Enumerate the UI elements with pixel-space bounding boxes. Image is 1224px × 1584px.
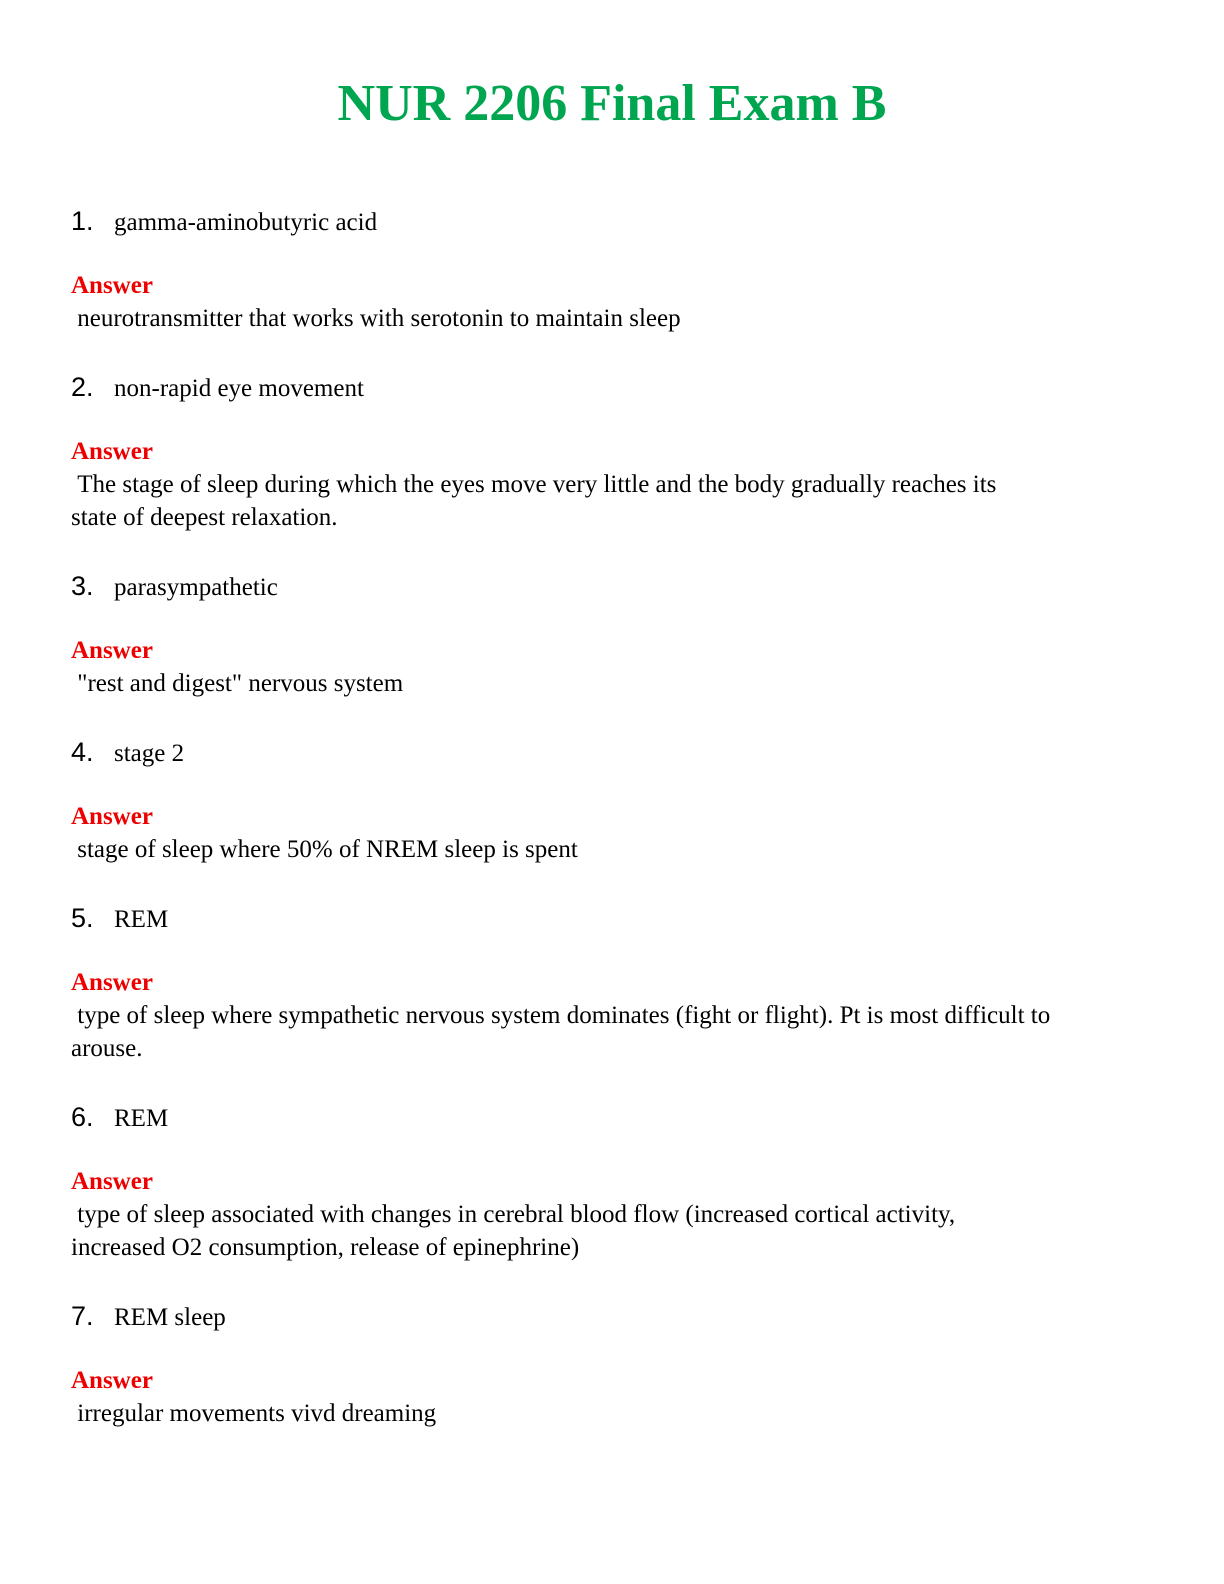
answer-label: Answer [71,969,153,996]
answer-text: type of sleep where sympathetic nervous system dominates (fight or flight). Pt is most difficult to arouse. [71,1002,1051,1062]
question-term: non-rapid eye movement [114,375,364,402]
answer-label: Answer [71,438,153,465]
answer-text: "rest and digest" nervous system [71,670,404,697]
question-term: REM [114,1105,169,1132]
question [71,1099,1151,1135]
question-term: parasympathetic [114,574,278,601]
qa-item [71,734,1151,866]
answer-label: Answer [71,803,153,830]
answer-label: Answer [71,272,153,299]
answer-label: Answer [71,1367,153,1394]
qa-item [71,1099,1151,1264]
qa-item [71,568,1151,700]
question-number: 3. [71,571,94,601]
page-title: NUR 2206 Final Exam B [337,75,887,132]
answer-text: irregular movements vivd dreaming [71,1400,437,1427]
answer-label: Answer [71,1168,153,1195]
question [71,568,1151,604]
question-number: 6. [71,1102,94,1132]
answer-label: Answer [71,637,153,664]
question [71,369,1151,405]
question-number: 1. [71,206,94,236]
question-number: 4. [71,737,94,767]
question [71,1298,1151,1334]
qa-list [71,203,1151,1430]
qa-item [71,369,1151,534]
question-term: REM sleep [114,1304,226,1331]
question-number: 5. [71,903,94,933]
answer-text: stage of sleep where 50% of NREM sleep is spent [71,836,578,863]
qa-item [71,1298,1151,1430]
qa-item [71,203,1151,335]
question [71,900,1151,936]
qa-item [71,900,1151,1065]
question-term: REM [114,906,169,933]
question-term: gamma-aminobutyric acid [114,209,378,236]
question [71,734,1151,770]
answer-text: The stage of sleep during which the eyes move very little and the body gradually reaches its state of deepest relaxation. [71,471,997,531]
question-term: stage 2 [114,740,185,767]
question-number: 2. [71,372,94,402]
question-number: 7. [71,1301,94,1331]
question [71,203,1151,239]
answer-text: neurotransmitter that works with serotonin to maintain sleep [71,305,681,332]
answer-text: type of sleep associated with changes in cerebral blood flow (increased cortical activity, increased O2 consumption, release of epinephrine) [71,1201,956,1261]
